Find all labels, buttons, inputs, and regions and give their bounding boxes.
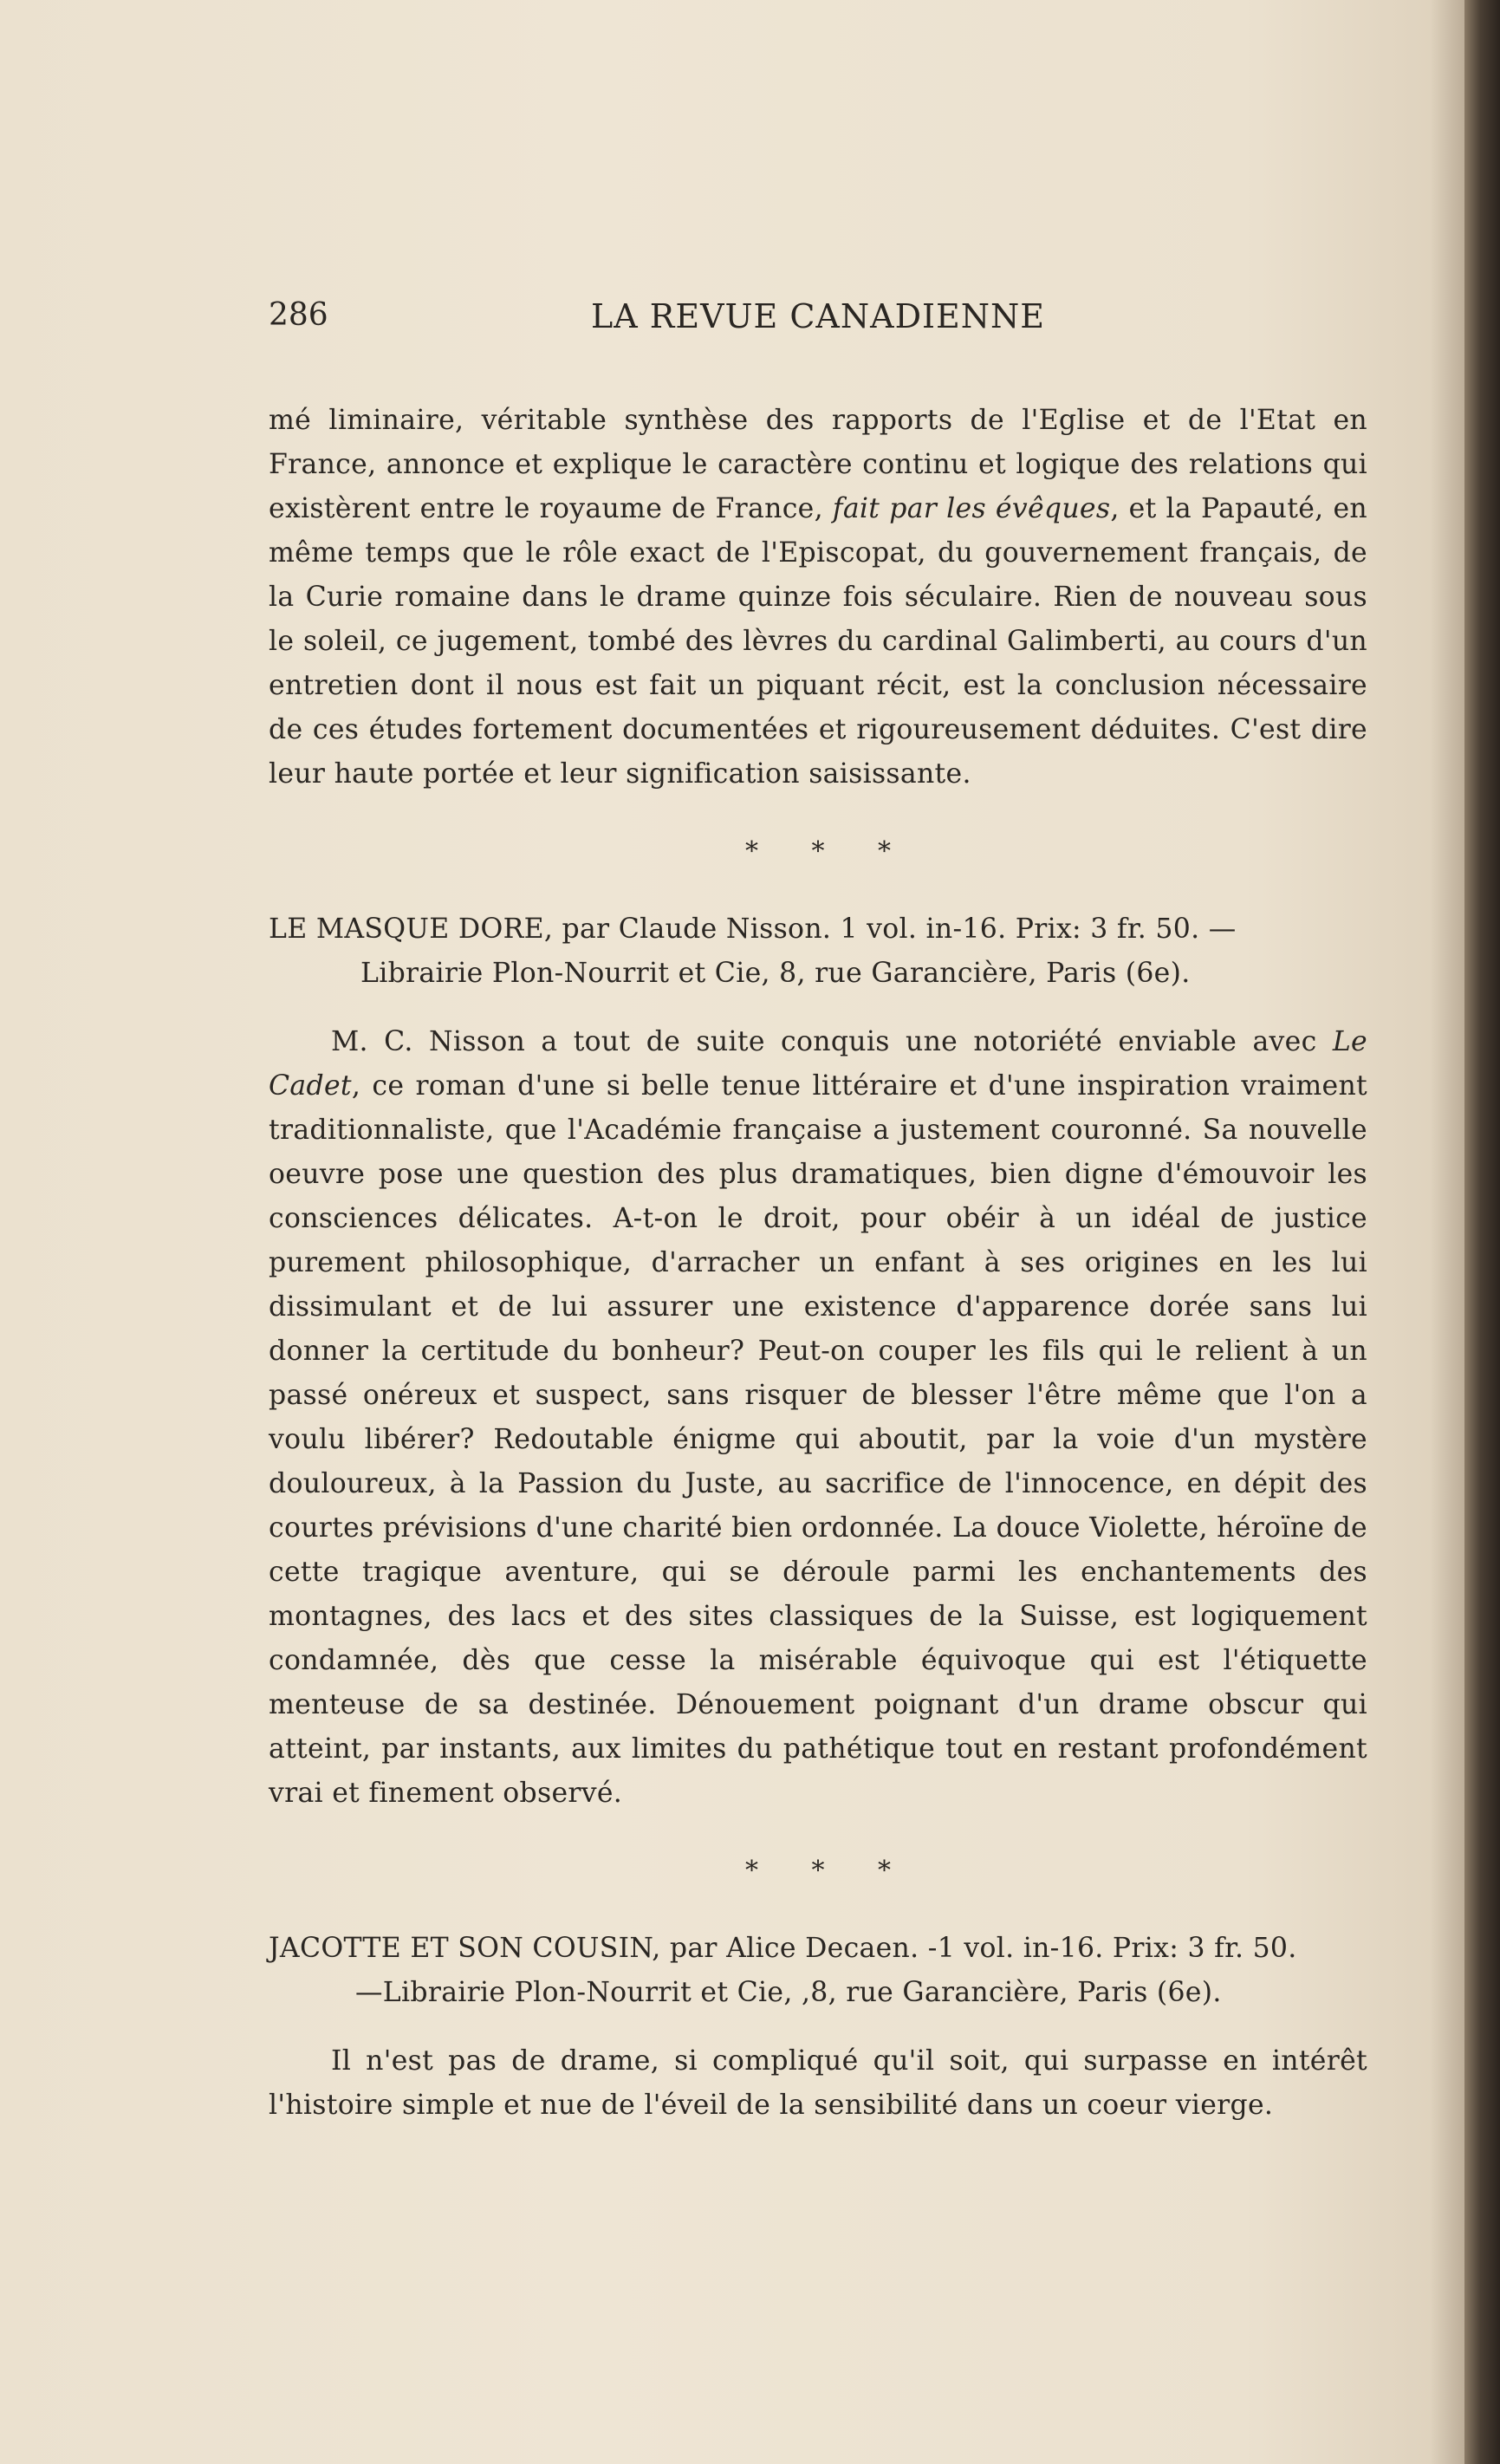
review-body-start: M. C. Nisson a tout de suite conquis une notoriété enviable avec	[331, 1026, 1333, 1057]
running-head	[269, 290, 1367, 351]
book-binding-edge	[1464, 0, 1500, 2464]
section-separator: * * *	[744, 1856, 914, 1886]
page-edge-shadow	[1430, 0, 1464, 2464]
review-heading-line-2: Librairie Plon-Nourrit et Cie, 8, rue Garancière, Paris (6e).	[360, 958, 1191, 989]
intro-paragraph	[269, 399, 1367, 796]
intro-text-start: mé liminaire, véritable synthèse des rapports de l'Eglise et de l'Etat en France, annonce et explique le caractère continu et logique des relations qui existèrent entre le royaume de France,	[269, 405, 1367, 524]
page-content	[269, 290, 1367, 2128]
journal-title: LA REVUE CANADIENNE	[590, 297, 1046, 335]
review-heading-masque-dore	[269, 907, 1367, 996]
intro-italic-phrase: fait par les évêques	[832, 493, 1111, 524]
review-heading-jacotte	[269, 1927, 1367, 2015]
intro-text-end: , et la Papauté, en même temps que le rôle exact de l'Episcopat, du gouvernement français, de la Curie romaine dans le drame quinze fois séculaire. Rien de nouveau sous le soleil, ce jugement, tombé des lèvres du cardinal Galimberti, au cours d'un entretien dont il nous est fait un piquant récit, est la conclusion nécessaire de ces études fortement documentées et rigoureusement déduites. C'est dire leur haute portée et leur signification saisissante.	[269, 493, 1367, 790]
review-heading-line-1: JACOTTE ET SON COUSIN, par Alice Decaen. -1 vol. in-16. Prix: 3 fr. 50.	[269, 1933, 1297, 1964]
review-body-jacotte: Il n'est pas de drame, si compliqué qu'il soit, qui surpasse en intérêt l'histoire simple et nue de l'éveil de la sensibilité dans un coeur vierge.	[269, 2045, 1367, 2121]
review-heading-line-1: LE MASQUE DORE, par Claude Nisson. 1 vol. in-16. Prix: 3 fr. 50. —	[269, 913, 1237, 945]
book-title-italic: Le Cadet	[269, 1026, 1367, 1102]
page-number: 286	[269, 297, 328, 333]
review-body-masque-dore	[269, 1020, 1367, 1816]
review-heading-line-2: —Librairie Plon-Nourrit et Cie, ,8, rue Garancière, Paris (6e).	[355, 1977, 1222, 2008]
review-body-end: , ce roman d'une si belle tenue littéraire et d'une inspiration vraiment traditionnaliste, que l'Académie française a justement couronné. Sa nouvelle oeuvre pose une question des plus dramatiques, bien digne d'émouvoir les consciences délicates. A-t-on le droit, pour obéir à un idéal de justice purement philosophique, d'arracher un enfant à ses origines en les lui dissimulant et de lui assurer une existence d'apparence dorée sans lui donner la certitude du bonheur? Peut-on couper les fils qui le relient à un passé onéreux et suspect, sans risquer de blesser l'être même que l'on a voulu libérer? Redoutable énigme qui aboutit, par la voie d'un mystère douloureux, à la Passion du Juste, au sacrifice de l'innocence, en dépit des courtes prévisions d'une charité bien ordonnée. La douce Violette, héroïne de cette tragique aventure, qui se déroule parmi les enchantements des montagnes, des lacs et des sites classiques de la Suisse, est logiquement condamnée, dès que cesse la misérable équivoque qui est l'étiquette menteuse de sa destinée. Dénouement poignant d'un drame obscur qui atteint, par instants, aux limites du pathétique tout en restant profondément vrai et finement observé.	[269, 1070, 1367, 1809]
section-separator: * * *	[744, 836, 914, 867]
